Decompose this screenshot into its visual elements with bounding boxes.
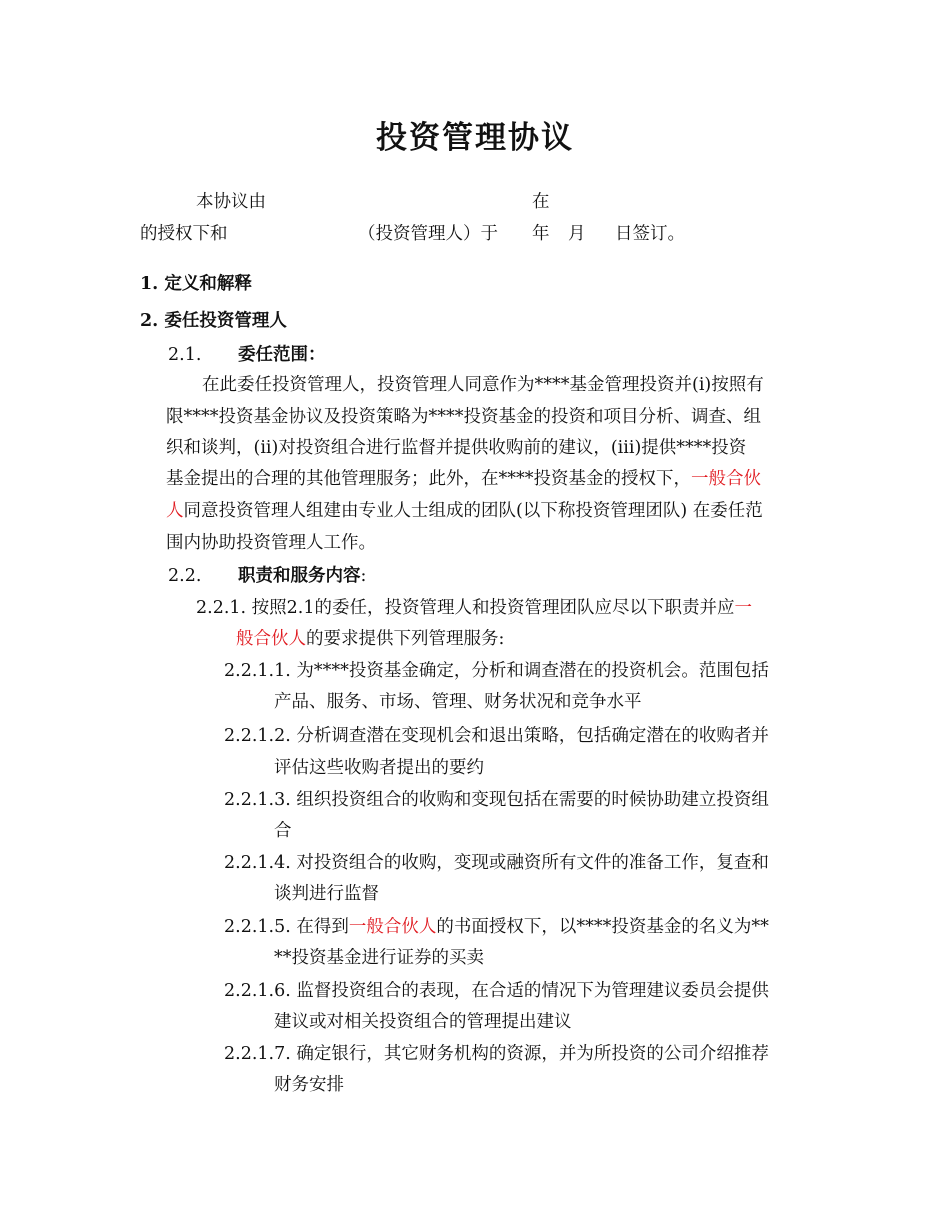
intro-text: 日签订。 (615, 224, 685, 244)
clause-number: 2.1. (168, 345, 202, 365)
list-item-text: 2.2.1.5. 在得到 (224, 917, 349, 937)
clause-title-line (238, 564, 366, 588)
intro-text: 月 (568, 224, 586, 244)
intro-text: （投资管理人）于 (358, 224, 498, 244)
list-item: 2.2.1.2. 分析调查潜在变现机会和退出策略，包括确定潜在的收购者并 (224, 726, 769, 746)
list-item-continuation: **投资基金进行证券的买卖 (274, 948, 484, 968)
intro-text: 的授权下和 (140, 224, 228, 244)
section-heading: 2. 委任投资管理人 (140, 311, 287, 331)
subclause-text: 的要求提供下列管理服务: (306, 629, 505, 649)
list-item-continuation: 谈判进行监督 (274, 884, 379, 904)
clause-colon: : (360, 566, 367, 586)
paragraph-text: 同意投资管理人组建由专业人士组成的团队(以下称投资管理团队) 在委任范 (183, 501, 763, 521)
highlighted-term: 一 (734, 598, 752, 618)
clause-title: 委任范围： (238, 345, 326, 365)
list-item-continuation: 评估这些收购者提出的要约 (274, 758, 484, 778)
intro-text: 年 (532, 224, 550, 244)
paragraph-line: 限****投资基金协议及投资策略为****投资基金的投资和项目分析、调查、组 (166, 407, 761, 427)
clause-number: 2.2. (168, 566, 202, 586)
list-item-continuation: 产品、服务、市场、管理、财务状况和竞争水平 (274, 692, 642, 712)
paragraph-text: 基金提出的合理的其他管理服务；此外，在****投资基金的授权下， (166, 469, 691, 489)
paragraph-line (166, 499, 763, 523)
list-item-continuation: 合 (274, 821, 292, 841)
highlighted-term: 一般合伙 (691, 469, 761, 489)
highlighted-term: 人 (166, 501, 184, 521)
list-item: 2.2.1.6. 监督投资组合的表现，在合适的情况下为管理建议委员会提供 (224, 981, 769, 1001)
list-item: 2.2.1.1. 为****投资基金确定，分析和调查潜在的投资机会。范围包括 (224, 661, 769, 681)
list-item-text: 的书面授权下，以****投资基金的名义为** (436, 917, 769, 937)
list-item: 2.2.1.4. 对投资组合的收购，变现或融资所有文件的准备工作，复查和 (224, 853, 769, 873)
highlighted-term: 般合伙人 (236, 629, 306, 649)
paragraph-line (166, 467, 761, 491)
paragraph-line: 围内协助投资管理人工作。 (166, 533, 376, 553)
subclause-text: 2.2.1. 按照2.1的委任，投资管理人和投资管理团队应尽以下职责并应 (196, 598, 735, 618)
list-item-continuation: 建议或对相关投资组合的管理提出建议 (274, 1012, 572, 1032)
subclause-line (236, 627, 504, 651)
section-heading: 1. 定义和解释 (140, 274, 252, 294)
list-item: 2.2.1.7. 确定银行，其它财务机构的资源，并为所投资的公司介绍推荐 (224, 1044, 769, 1064)
clause-title: 职责和服务内容 (238, 566, 361, 586)
paragraph-line: 在此委任投资管理人，投资管理人同意作为****基金管理投资并(i)按照有 (202, 375, 764, 395)
subclause-line (196, 596, 752, 620)
list-item (224, 915, 769, 939)
list-item-continuation: 财务安排 (274, 1075, 344, 1095)
document-title: 投资管理协议 (376, 120, 574, 156)
intro-text: 本协议由 (196, 192, 266, 212)
intro-text: 在 (532, 192, 550, 212)
paragraph-line: 织和谈判，(ii)对投资组合进行监督并提供收购前的建议，(iii)提供****投资 (166, 438, 747, 458)
highlighted-term: 一般合伙人 (348, 917, 437, 937)
list-item: 2.2.1.3. 组织投资组合的收购和变现包括在需要的时候协助建立投资组 (224, 790, 769, 810)
